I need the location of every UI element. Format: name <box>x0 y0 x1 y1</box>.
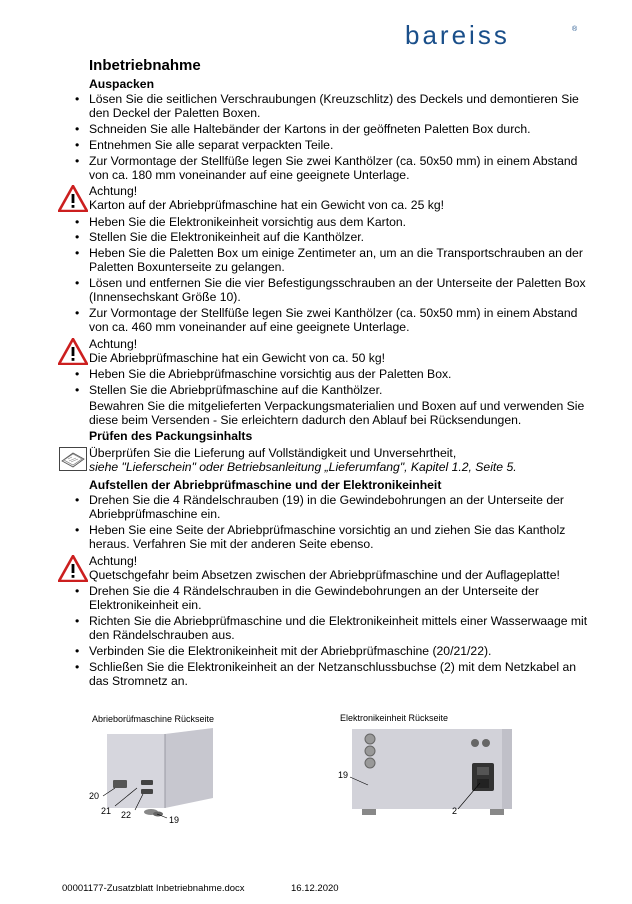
callout-label: 19 <box>169 815 180 825</box>
list-item: • Schließen Sie die Elektronikeinheit an der Netzanschlussbuchse (2) mit dem Netzkabel an das Stromnetz an. <box>72 660 592 688</box>
list-item: • Heben Sie die Elektronikeinheit vorsichtig aus dem Karton. <box>72 215 592 229</box>
svg-text:®: ® <box>572 26 578 33</box>
callout-label: 20 <box>89 791 100 801</box>
logo-text: bareiss <box>405 22 510 50</box>
bareiss-logo <box>405 22 580 50</box>
document-body <box>72 76 592 690</box>
callout-label: 21 <box>101 806 112 816</box>
check-block <box>72 446 592 474</box>
warning-block <box>72 184 592 212</box>
list-item: • Stellen Sie die Elektronikeinheit auf die Kanthölzer. <box>72 230 592 244</box>
list-item: • Lösen und entfernen Sie die vier Befestigungsschrauben an der Unterseite der Paletten Box (Innensechskant Größe 10). <box>72 276 592 304</box>
list-alignment-steps <box>72 584 592 688</box>
warning-label: Achtung! <box>89 553 138 568</box>
list-item: • Richten Sie die Abriebprüfmaschine und die Elektronikeinheit mittels einer Wasserwaage mit den Rändelschrauben aus. <box>72 614 592 642</box>
warning-text: Die Abriebprüfmaschine hat ein Gewicht von ca. 50 kg! <box>89 350 386 365</box>
callout-label: 2 <box>452 806 458 816</box>
list-auspacken <box>72 92 592 182</box>
warning-label: Achtung! <box>89 336 138 351</box>
list-item: • Stellen Sie die Abriebprüfmaschine auf die Kanthölzer. <box>72 383 592 397</box>
warning-label: Achtung! <box>89 184 138 199</box>
warning-triangle-icon <box>58 185 88 212</box>
list-item: • Heben Sie eine Seite der Abriebprüfmaschine vorsichtig an und ziehen Sie das Kantholz heraus. Verfahren Sie mit der anderen Seite ebenso. <box>72 523 592 551</box>
electronics-rear-figure <box>330 727 530 827</box>
warning-text: Karton auf der Abriebprüfmaschine hat ein Gewicht von ca. 25 kg! <box>89 198 444 213</box>
list-item: • Schneiden Sie alle Haltebänder der Kartons in der geöffneten Paletten Box durch. <box>72 122 592 136</box>
list-item: • Drehen Sie die 4 Rändelschrauben in die Gewindebohrungen an der Unterseite der Elektronikeinheit ein. <box>72 584 592 612</box>
section-heading-auspacken: Auspacken <box>89 77 155 91</box>
list-item: • Heben Sie die Paletten Box um einige Zentimeter an, um an die Transportschrauben an der Paletten Boxunterseite zu gelangen. <box>72 246 592 274</box>
warning-text: Quetschgefahr beim Absetzen zwischen der Abriebprüfmaschine und der Auflageplatte! <box>89 567 560 582</box>
document-check-icon <box>59 447 87 471</box>
packaging-note: Bewahren Sie die mitgelieferten Verpackungsmaterialien und Boxen auf und verwenden Sie diese beim Versenden - Sie erleichtern dadurch den Ablauf bei Rücksendungen. <box>89 399 585 428</box>
footer-filename: 00001177-Zusatzblatt Inbetriebnahme.docx <box>62 883 245 894</box>
list-item: • Entnehmen Sie alle separat verpackten Teile. <box>72 138 592 152</box>
check-line-2: siehe "Lieferschein" oder Betriebsanleitung „Lieferumfang", Kapitel 1.2, Seite 5. <box>89 459 517 474</box>
section-heading-check: Prüfen des Packungsinhalts <box>89 429 253 444</box>
list-lifting-steps <box>72 367 592 397</box>
figure-caption-electronics: Elektronikeinheit Rückseite <box>340 713 449 723</box>
list-item: • Zur Vormontage der Stellfüße legen Sie zwei Kanthölzer (ca. 50x50 mm) in einem Abstand von ca. 460 mm voneinander auf eine geeignete Unterlage. <box>72 306 592 334</box>
list-item: • Verbinden Sie die Elektronikeinheit mit der Abriebprüfmaschine (20/21/22). <box>72 644 592 658</box>
check-line-1: Überprüfen Sie die Lieferung auf Vollständigkeit und Unversehrtheit, <box>89 445 457 460</box>
list-item: • Zur Vormontage der Stellfüße legen Sie zwei Kanthölzer (ca. 50x50 mm) in einem Abstand von ca. 180 mm voneinander auf eine geeignete Unterlage. <box>72 154 592 182</box>
list-item: • Drehen Sie die 4 Rändelschrauben (19) in die Gewindebohrungen an der Unterseite der Abriebprüfmaschine ein. <box>72 493 592 521</box>
figure-caption-machine: Abrieborüfmaschine Rückseite <box>92 714 215 724</box>
warning-block <box>72 337 592 365</box>
list-setup-steps <box>72 493 592 551</box>
list-item: • Lösen Sie die seitlichen Verschraubungen (Kreuzschlitz) des Deckels und demontieren Sie den Deckel der Paletten Boxen. <box>72 92 592 120</box>
list-unpacking-steps <box>72 215 592 335</box>
page-title: Inbetriebnahme <box>89 57 201 74</box>
warning-block <box>72 554 592 582</box>
callout-label: 22 <box>121 810 132 820</box>
callout-label: 19 <box>338 770 349 780</box>
warning-triangle-icon <box>58 338 88 365</box>
footer-date: 16.12.2020 <box>291 883 339 894</box>
section-heading-setup: Aufstellen der Abriebprüfmaschine und der Elektronikeinheit <box>89 478 442 493</box>
warning-triangle-icon <box>58 555 88 582</box>
list-item: • Heben Sie die Abriebprüfmaschine vorsichtig aus der Paletten Box. <box>72 367 592 381</box>
